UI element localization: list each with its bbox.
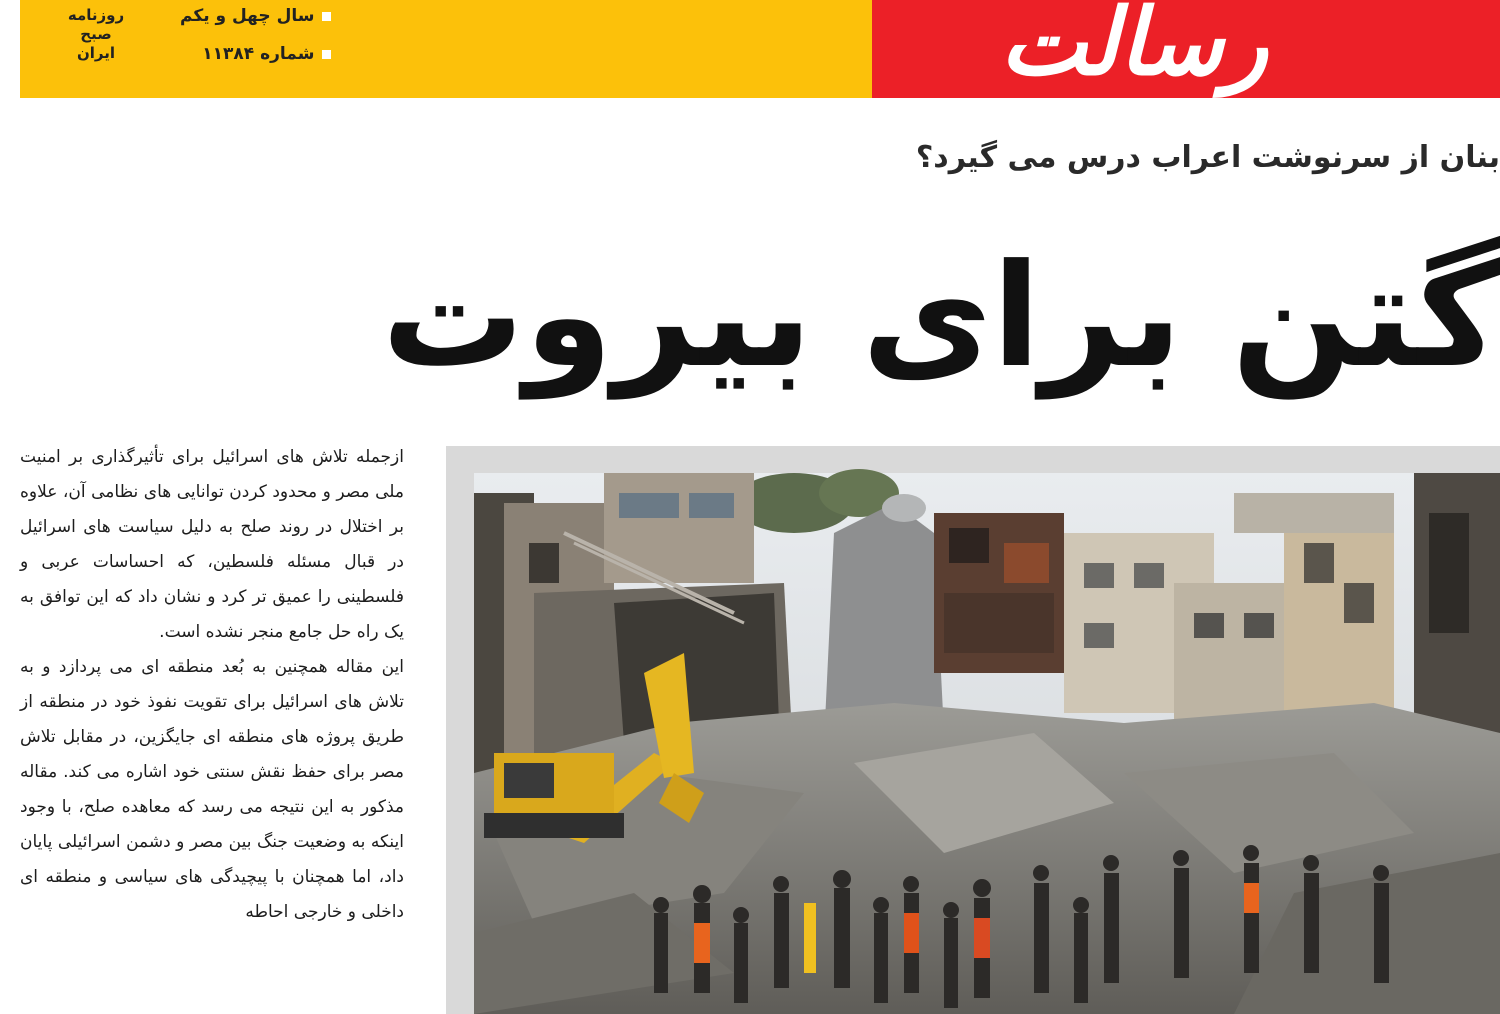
issue-number: شماره ۱۱۳۸۴ [202, 44, 315, 64]
issue-info [180, 6, 331, 82]
article-column [20, 440, 404, 930]
publisher-line: صبح [80, 25, 112, 43]
year-row [180, 6, 331, 26]
newspaper-logo: رسالت [1000, 0, 1268, 96]
publisher-line: روزنامه [67, 6, 125, 24]
publisher-label [56, 6, 136, 63]
masthead [20, 0, 1500, 98]
main-headline: گتن برای بیروت [381, 234, 1500, 399]
kicker-headline: بنان از سرنوشت اعراب درس می گیرد؟ [915, 140, 1500, 175]
masthead-red-band [872, 0, 1500, 98]
bullet-icon [322, 50, 331, 59]
issue-row [180, 44, 331, 64]
rubble-scene-icon [474, 473, 1500, 1014]
publisher-line: ایران [76, 44, 116, 62]
news-photo [474, 473, 1500, 1014]
masthead-yellow-band [20, 0, 872, 98]
bullet-icon [322, 12, 331, 21]
article-paragraph: ازجمله تلاش های اسرائیل برای تأثیرگذاری بر امنیت ملی مصر و محدود کردن توانایی های نظامی آن، علاوه بر اختلال در روند صلح به دلیل سیاست های اسرائیل در قبال مسئله فلسطین، که احساسات عربی و فلسطینی را عمیق تر کرد و نشان داد که این توافق به یک راه حل جامع منجر نشده است. [20, 447, 404, 642]
year-label: سال چهل و یکم [180, 6, 315, 26]
article-paragraph: این مقاله همچنین به بُعد منطقه ای می پردازد و به تلاش های اسرائیل برای تقویت نفوذ خود در منطقه از طریق پروژه های منطقه ای جایگزین، در مقابل تلاش مصر برای حفظ نقش سنتی خود اشاره می کند. مقاله مذکور به این نتیجه می رسد که معاهده صلح، با وجود اینکه به وضعیت جنگ بین مصر و دشمن اسرائیلی پایان داد، اما همچنان با پیچیدگی های سیاسی و منطقه ای داخلی و خارجی احاطه [20, 657, 404, 922]
